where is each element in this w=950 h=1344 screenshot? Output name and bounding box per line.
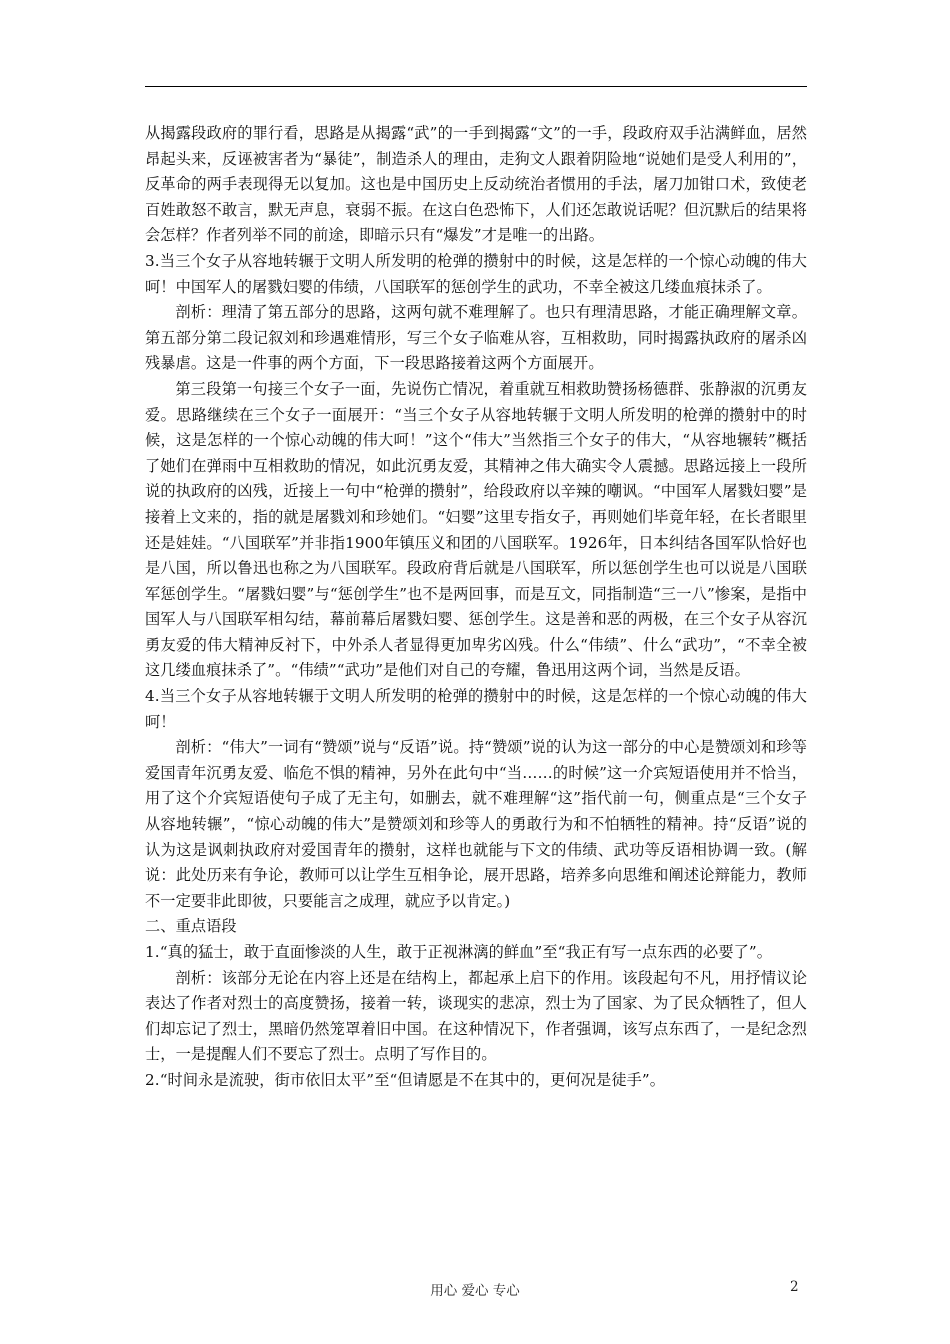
footer-slogan: 用心 爱心 专心 (430, 1283, 520, 1299)
page-number: 2 (790, 1279, 799, 1295)
paragraph: 从揭露段政府的罪行看，思路是从揭露“武”的一手到揭露“文”的一手，段政府双手沾满鲜血，居然昂起头来，反诬被害者为“暴徒”，制造杀人的理由，走狗文人跟着阴险地“说她们是受人利用的”，反革命的两手表现得无以复加。这也是中国历史上反动统治者惯用的手法，屠刀加钳口术，致使老百姓敢怒不敢言，默无声息，衰弱不振。在这白色恐怖下，人们还怎敢说话呢？但沉默后的结果将会怎样？作者列举不同的前途，即暗示只有“爆发”才是唯一的出路。 (145, 124, 807, 245)
paragraph: 3.当三个女子从容地转辗于文明人所发明的枪弹的攒射中的时候，这是怎样的一个惊心动魄的伟大呵！中国军人的屠戮妇婴的伟绩，八国联军的惩创学生的武功，不幸全被这几缕血痕抹杀了。 (145, 251, 807, 296)
paragraph: 剖析：理清了第五部分的思路，这两句就不难理解了。也只有理清思路，才能正确理解文章。第五部分第二段记叙刘和珍遇难情形，写三个女子临难从容，互相救助，同时揭露执政府的屠杀凶残暴虐。这是一件事的两个方面，下一段思路接着这两个方面展开。 (145, 303, 807, 373)
section-heading: 二、重点语段 (145, 917, 237, 936)
paragraph: 1.“真的猛士，敢于直面惨淡的人生，敢于正视淋漓的鲜血”至“我正有写一点东西的必要了”。 (145, 943, 773, 961)
paragraph: 第三段第一句接三个女子一面，先说伤亡情况，着重就互相救助赞扬杨德群、张静淑的沉勇友爱。思路继续在三个女子一面展开：“当三个女子从容地转辗于文明人所发明的枪弹的攒射中的时候，这是怎样的一个惊心动魄的伟大呵！”这个“伟大”当然指三个女子的伟大，“从容地辗转”概括了她们在弹雨中互相救助的情况，如此沉勇友爱，其精神之伟大确实令人震撼。思路远接上一段所说的执政府的凶残，近接上一句中“枪弹的攒射”，给段政府以辛辣的嘲讽。“中国军人屠戮妇婴”是接着上文来的，指的就是屠戮刘和珍她们。“妇婴”这里专指女子，再则她们毕竟年轻，在长者眼里还是娃娃。“八国联军”并非指1900年镇压义和团的八国联军。1926年，日本纠结各国军队恰好也是八国，所以鲁迅也称之为八国联军。段政府背后就是八国联军，所以惩创学生也可以说是八国联军惩创学生。“屠戮妇婴”与“惩创学生”也不是两回事，而是互文，同指制造“三一八”惨案，是指中国军人与八国联军相勾结，幕前幕后屠戮妇婴、惩创学生。这是善和恶的两极，在三个女子从容沉勇友爱的伟大精神反衬下，中外杀人者显得更加卑劣凶残。什么“伟绩”、什么“武功”，“不幸全被这几缕血痕抹杀了”。“伟绩”“武功”是他们对自己的夸耀，鲁迅用这两个词，当然是反语。 (145, 379, 807, 680)
paragraph: 剖析：“伟大”一词有“赞颂”说与“反语”说。持“赞颂”说的认为这一部分的中心是赞颂刘和珍等爱国青年沉勇友爱、临危不惧的精神，另外在此句中“当……的时候”这一介宾短语使用并不恰当，用了这个介宾短语使句子成了无主句，如删去，就不难理解“这”指代前一句，侧重点是“三个女子从容地转辗”，“惊心动魄的伟大”是赞颂刘和珍等人的勇敢行为和不怕牺牲的精神。持“反语”说的认为这是讽刺执政府对爱国青年的攒射，这样也就能与下文的伟绩、武功等反语相协调一致。(解说：此处历来有争论，教师可以让学生互相争论，展开思路，培养多向思维和阐述论辩能力，教师不一定要非此即彼，只要能言之成理，就应予以肯定。) (145, 738, 807, 910)
paragraph: 剖析：该部分无论在内容上还是在结构上，都起承上启下的作用。该段起句不凡，用抒情议论表达了作者对烈士的高度赞扬，接着一转，谈现实的悲凉，烈士为了国家、为了民众牺牲了，但人们却忘记了烈士，黑暗仍然笼罩着旧中国。在这种情况下，作者强调，该写点东西了，一是纪念烈士，一是提醒人们不要忘了烈士。点明了写作目的。 (145, 968, 807, 1064)
document-body (145, 121, 807, 1094)
header-rule (145, 86, 807, 87)
paragraph: 4.当三个女子从容地转辗于文明人所发明的枪弹的攒射中的时候，这是怎样的一个惊心动魄的伟大呵！ (145, 687, 807, 731)
paragraph: 2.“时间永是流驶，街市依旧太平”至“但请愿是不在其中的，更何况是徒手”。 (145, 1070, 666, 1089)
